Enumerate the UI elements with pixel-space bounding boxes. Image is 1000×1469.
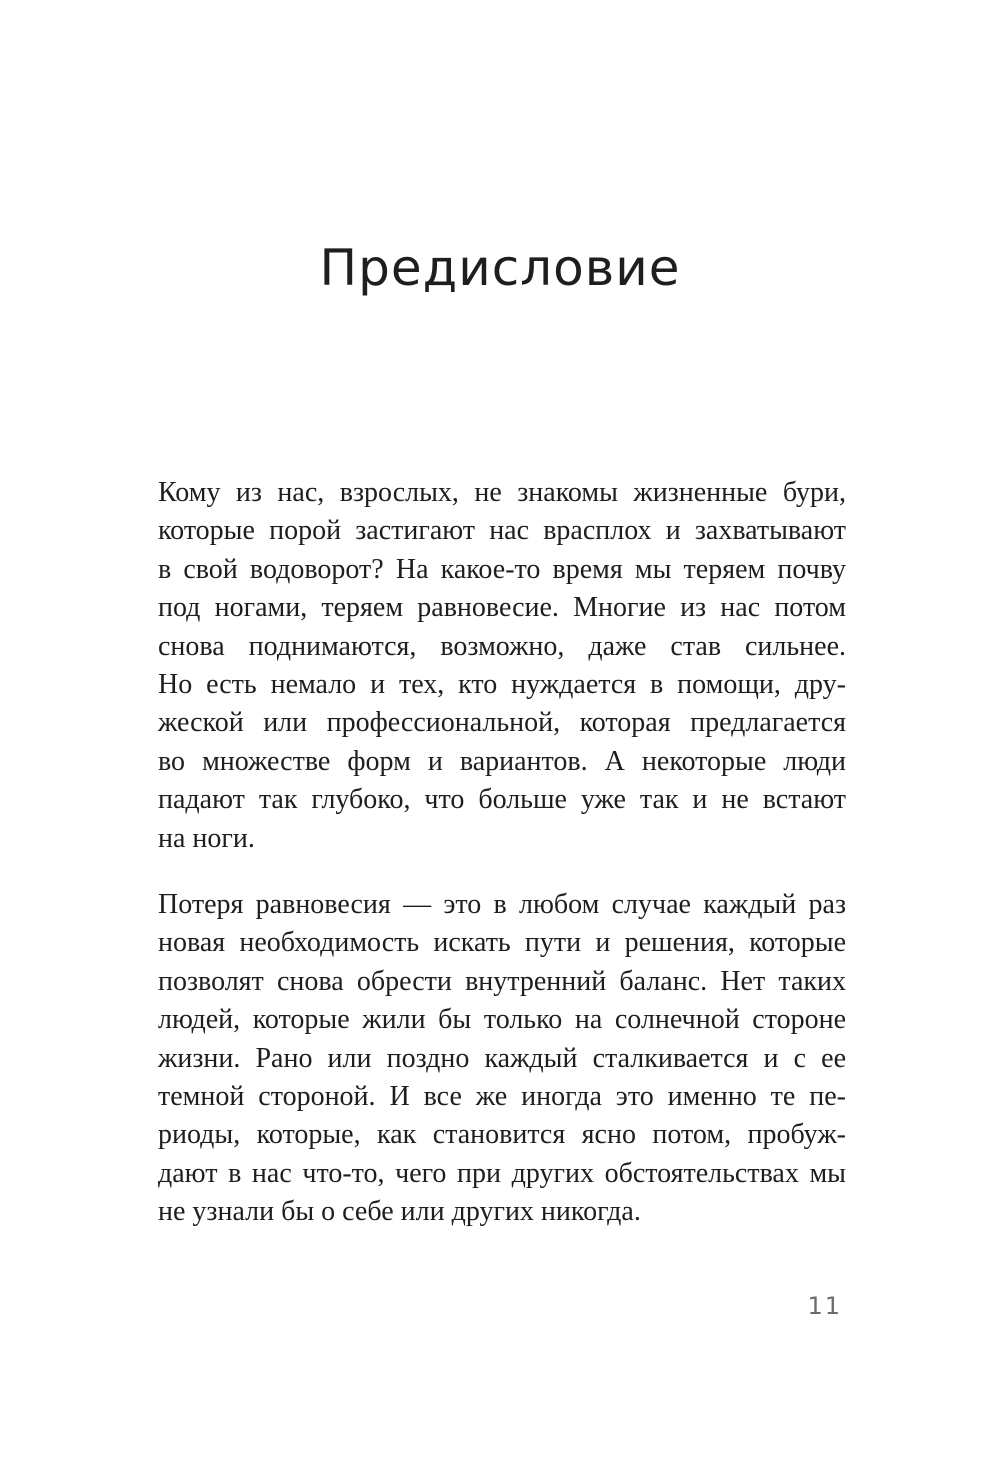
paragraph-1 — [158, 474, 846, 858]
text-line: дают в нас что-то, чего при других обстоятельствах мы — [158, 1157, 846, 1189]
text-line: новая необходимость искать пути и решения, которые — [158, 927, 846, 959]
text-line: Кому из нас, взрослых, не знакомы жизненные бури, — [158, 477, 846, 508]
chapter-title: Предисловие — [319, 239, 681, 297]
text-line: людей, которые жили бы только на солнечной стороне — [158, 1004, 846, 1036]
text-line: Потеря равновесия — это в любом случае каждый раз — [158, 889, 846, 920]
text-line: темной стороной. И все же иногда это именно те пе- — [158, 1081, 846, 1113]
page-number: 11 — [807, 1292, 842, 1320]
text-line: снова поднимаются, возможно, даже став сильнее. — [158, 630, 846, 662]
text-line: жизни. Рано или поздно каждый сталкивается и с ее — [158, 1042, 846, 1074]
text-line: падают так глубоко, что больше уже так и не встают — [158, 784, 846, 816]
paragraph-2 — [158, 886, 846, 1232]
text-line: в свой водоворот? На какое-то время мы теряем почву — [158, 553, 846, 585]
text-line: не узнали бы о себе или других никогда. — [158, 1196, 641, 1228]
text-line: риоды, которые, как становится ясно потом, пробуж- — [158, 1119, 846, 1151]
text-line: жеской или профессиональной, которая предлагается — [158, 707, 846, 739]
text-line: которые порой застигают нас врасплох и захватывают — [158, 515, 846, 547]
text-line: позволят снова обрести внутренний баланс. Нет таких — [158, 965, 846, 997]
text-line: на ноги. — [158, 822, 255, 854]
text-line: под ногами, теряем равновесие. Многие из нас потом — [158, 592, 846, 624]
text-line: Но есть немало и тех, кто нуждается в помощи, дру- — [158, 669, 846, 701]
text-line: во множестве форм и вариантов. А некоторые люди — [158, 745, 846, 777]
